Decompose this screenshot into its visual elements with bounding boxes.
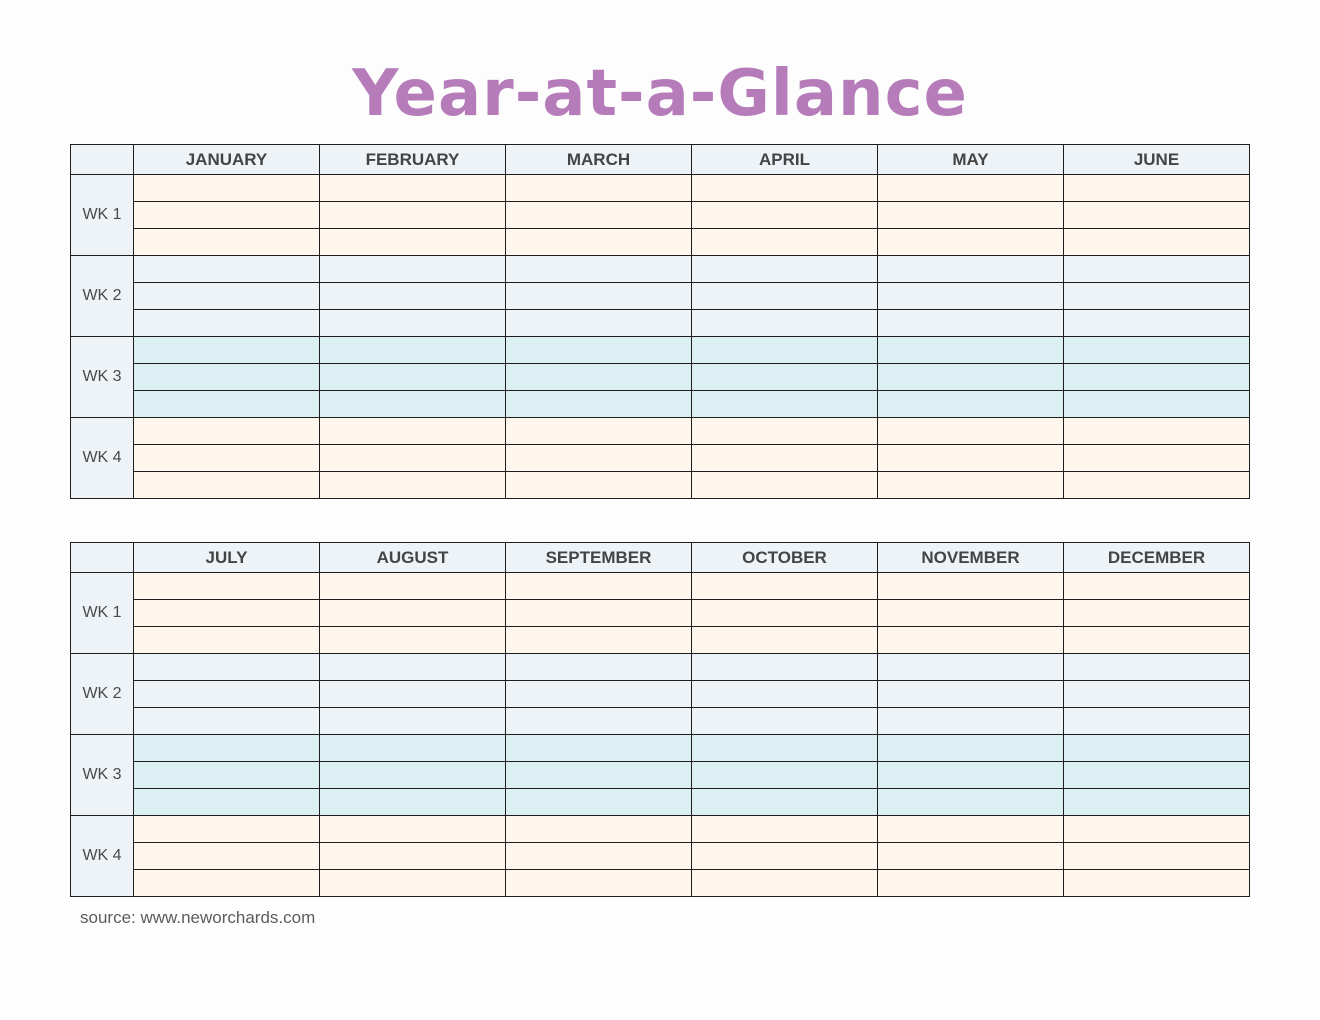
calendar-entry-cell[interactable] bbox=[320, 600, 506, 627]
calendar-entry-cell[interactable] bbox=[134, 870, 320, 897]
calendar-entry-cell[interactable] bbox=[692, 175, 878, 202]
calendar-entry-cell[interactable] bbox=[1064, 789, 1250, 816]
week-row bbox=[71, 202, 1250, 229]
calendar-entry-cell[interactable] bbox=[1064, 762, 1250, 789]
calendar-entry-cell[interactable] bbox=[134, 654, 320, 681]
calendar-entry-cell[interactable] bbox=[506, 256, 692, 283]
calendar-entry-cell[interactable] bbox=[320, 654, 506, 681]
week-row bbox=[71, 870, 1250, 897]
week-row bbox=[71, 256, 1250, 283]
calendar-entry-cell[interactable] bbox=[1064, 256, 1250, 283]
header-row bbox=[71, 543, 1250, 573]
calendar-entry-cell[interactable] bbox=[320, 573, 506, 600]
week-label: WK 2 bbox=[71, 654, 134, 735]
calendar-entry-cell[interactable] bbox=[692, 870, 878, 897]
calendar-entry-cell[interactable] bbox=[506, 202, 692, 229]
month-header: MAY bbox=[878, 145, 1064, 175]
calendar-entry-cell[interactable] bbox=[878, 735, 1064, 762]
calendar-entry-cell[interactable] bbox=[1064, 627, 1250, 654]
month-header: MARCH bbox=[506, 145, 692, 175]
calendar-entry-cell[interactable] bbox=[506, 472, 692, 499]
calendar-entry-cell[interactable] bbox=[320, 627, 506, 654]
calendar-entry-cell[interactable] bbox=[134, 202, 320, 229]
header-corner-cell bbox=[71, 543, 134, 573]
week-row bbox=[71, 600, 1250, 627]
calendar-entry-cell[interactable] bbox=[1064, 391, 1250, 418]
calendar-entry-cell[interactable] bbox=[506, 391, 692, 418]
week-row bbox=[71, 843, 1250, 870]
calendar-entry-cell[interactable] bbox=[134, 418, 320, 445]
calendar-entry-cell[interactable] bbox=[692, 789, 878, 816]
month-header: JUNE bbox=[1064, 145, 1250, 175]
calendar-entry-cell[interactable] bbox=[692, 816, 878, 843]
week-label: WK 2 bbox=[71, 256, 134, 337]
calendar-entry-cell[interactable] bbox=[134, 627, 320, 654]
calendar-entry-cell[interactable] bbox=[1064, 654, 1250, 681]
calendar-entry-cell[interactable] bbox=[320, 391, 506, 418]
calendar-entry-cell[interactable] bbox=[878, 627, 1064, 654]
week-row bbox=[71, 735, 1250, 762]
calendar-entry-cell[interactable] bbox=[878, 870, 1064, 897]
month-header: APRIL bbox=[692, 145, 878, 175]
calendar-entry-cell[interactable] bbox=[506, 816, 692, 843]
calendar-entry-cell[interactable] bbox=[692, 472, 878, 499]
week-row bbox=[71, 337, 1250, 364]
calendar-entry-cell[interactable] bbox=[692, 573, 878, 600]
calendar-entry-cell[interactable] bbox=[506, 681, 692, 708]
source-credit: source: www.neworchards.com bbox=[80, 908, 316, 927]
month-header: JULY bbox=[134, 543, 320, 573]
calendar-entry-cell[interactable] bbox=[320, 310, 506, 337]
calendar-entry-cell[interactable] bbox=[1064, 175, 1250, 202]
calendar-entry-cell[interactable] bbox=[134, 337, 320, 364]
calendar-entry-cell[interactable] bbox=[134, 789, 320, 816]
week-row bbox=[71, 762, 1250, 789]
calendar-entry-cell[interactable] bbox=[320, 418, 506, 445]
week-row bbox=[71, 364, 1250, 391]
calendar-entry-cell[interactable] bbox=[506, 364, 692, 391]
calendar-entry-cell[interactable] bbox=[878, 310, 1064, 337]
calendar-entry-cell[interactable] bbox=[1064, 364, 1250, 391]
calendar-entry-cell[interactable] bbox=[878, 418, 1064, 445]
week-row bbox=[71, 445, 1250, 472]
calendar-entry-cell[interactable] bbox=[692, 202, 878, 229]
week-row bbox=[71, 654, 1250, 681]
calendar-entry-cell[interactable] bbox=[134, 735, 320, 762]
calendar-entry-cell[interactable] bbox=[878, 202, 1064, 229]
calendar-entry-cell[interactable] bbox=[1064, 202, 1250, 229]
calendar-entry-cell[interactable] bbox=[134, 573, 320, 600]
calendar-entry-cell[interactable] bbox=[878, 175, 1064, 202]
calendar-table-second-half bbox=[70, 542, 1250, 897]
month-header: SEPTEMBER bbox=[506, 543, 692, 573]
calendar-entry-cell[interactable] bbox=[506, 789, 692, 816]
week-row bbox=[71, 681, 1250, 708]
calendar-entry-cell[interactable] bbox=[878, 229, 1064, 256]
calendar-entry-cell[interactable] bbox=[878, 573, 1064, 600]
calendar-entry-cell[interactable] bbox=[506, 708, 692, 735]
calendar-entry-cell[interactable] bbox=[692, 600, 878, 627]
calendar-entry-cell[interactable] bbox=[320, 202, 506, 229]
calendar-entry-cell[interactable] bbox=[506, 445, 692, 472]
month-header: AUGUST bbox=[320, 543, 506, 573]
week-row bbox=[71, 573, 1250, 600]
calendar-entry-cell[interactable] bbox=[878, 708, 1064, 735]
week-label: WK 1 bbox=[71, 175, 134, 256]
calendar-entry-cell[interactable] bbox=[878, 337, 1064, 364]
calendar-entry-cell[interactable] bbox=[320, 256, 506, 283]
calendar-entry-cell[interactable] bbox=[1064, 600, 1250, 627]
week-row bbox=[71, 627, 1250, 654]
calendar-entry-cell[interactable] bbox=[134, 310, 320, 337]
week-label: WK 4 bbox=[71, 418, 134, 499]
calendar-entry-cell[interactable] bbox=[1064, 445, 1250, 472]
calendar-entry-cell[interactable] bbox=[134, 816, 320, 843]
month-header: NOVEMBER bbox=[878, 543, 1064, 573]
week-label: WK 3 bbox=[71, 337, 134, 418]
calendar-entry-cell[interactable] bbox=[692, 843, 878, 870]
calendar-entry-cell[interactable] bbox=[692, 391, 878, 418]
week-row bbox=[71, 816, 1250, 843]
month-header: DECEMBER bbox=[1064, 543, 1250, 573]
calendar-entry-cell[interactable] bbox=[692, 283, 878, 310]
calendar-entry-cell[interactable] bbox=[320, 364, 506, 391]
calendar-entry-cell[interactable] bbox=[320, 229, 506, 256]
calendar-entry-cell[interactable] bbox=[134, 708, 320, 735]
calendar-entry-cell[interactable] bbox=[134, 364, 320, 391]
calendar-entry-cell[interactable] bbox=[878, 391, 1064, 418]
header-corner-cell bbox=[71, 145, 134, 175]
calendar-entry-cell[interactable] bbox=[878, 816, 1064, 843]
calendar-entry-cell[interactable] bbox=[506, 337, 692, 364]
calendar-entry-cell[interactable] bbox=[692, 762, 878, 789]
week-row bbox=[71, 789, 1250, 816]
calendar-entry-cell[interactable] bbox=[878, 283, 1064, 310]
calendar-entry-cell[interactable] bbox=[320, 337, 506, 364]
calendar-entry-cell[interactable] bbox=[1064, 843, 1250, 870]
calendar-entry-cell[interactable] bbox=[320, 816, 506, 843]
calendar-entry-cell[interactable] bbox=[1064, 816, 1250, 843]
calendar-entry-cell[interactable] bbox=[506, 310, 692, 337]
calendar-entry-cell[interactable] bbox=[506, 229, 692, 256]
week-label: WK 4 bbox=[71, 816, 134, 897]
calendar-entry-cell[interactable] bbox=[506, 600, 692, 627]
calendar-entry-cell[interactable] bbox=[692, 310, 878, 337]
week-row bbox=[71, 229, 1250, 256]
calendar-entry-cell[interactable] bbox=[320, 870, 506, 897]
calendar-entry-cell[interactable] bbox=[134, 762, 320, 789]
calendar-entry-cell[interactable] bbox=[692, 364, 878, 391]
calendar-entry-cell[interactable] bbox=[692, 337, 878, 364]
calendar-entry-cell[interactable] bbox=[878, 789, 1064, 816]
calendar-entry-cell[interactable] bbox=[692, 654, 878, 681]
calendar-entry-cell[interactable] bbox=[692, 418, 878, 445]
calendar-entry-cell[interactable] bbox=[692, 627, 878, 654]
week-label: WK 1 bbox=[71, 573, 134, 654]
calendar-entry-cell[interactable] bbox=[692, 445, 878, 472]
calendar-entry-cell[interactable] bbox=[506, 735, 692, 762]
calendar-entry-cell[interactable] bbox=[1064, 283, 1250, 310]
calendar-table-first-half bbox=[70, 144, 1250, 499]
calendar-entry-cell[interactable] bbox=[320, 843, 506, 870]
calendar-entry-cell[interactable] bbox=[506, 843, 692, 870]
calendar-entry-cell[interactable] bbox=[134, 445, 320, 472]
calendar-entry-cell[interactable] bbox=[506, 762, 692, 789]
calendar-entry-cell[interactable] bbox=[878, 843, 1064, 870]
calendar-entry-cell[interactable] bbox=[134, 391, 320, 418]
calendar-entry-cell[interactable] bbox=[1064, 229, 1250, 256]
month-header: JANUARY bbox=[134, 145, 320, 175]
page-title: Year-at-a-Glance bbox=[352, 57, 968, 131]
calendar-entry-cell[interactable] bbox=[878, 472, 1064, 499]
calendar-entry-cell[interactable] bbox=[506, 283, 692, 310]
calendar-entry-cell[interactable] bbox=[320, 681, 506, 708]
calendar-entry-cell[interactable] bbox=[878, 654, 1064, 681]
calendar-entry-cell[interactable] bbox=[1064, 337, 1250, 364]
calendar-entry-cell[interactable] bbox=[320, 762, 506, 789]
calendar-entry-cell[interactable] bbox=[506, 573, 692, 600]
calendar-entry-cell[interactable] bbox=[320, 283, 506, 310]
calendar-entry-cell[interactable] bbox=[134, 229, 320, 256]
week-label: WK 3 bbox=[71, 735, 134, 816]
calendar-entry-cell[interactable] bbox=[320, 735, 506, 762]
week-row bbox=[71, 283, 1250, 310]
week-row bbox=[71, 418, 1250, 445]
calendar-entry-cell[interactable] bbox=[134, 256, 320, 283]
week-row bbox=[71, 472, 1250, 499]
calendar-entry-cell[interactable] bbox=[1064, 310, 1250, 337]
calendar-entry-cell[interactable] bbox=[320, 472, 506, 499]
calendar-entry-cell[interactable] bbox=[320, 175, 506, 202]
calendar-entry-cell[interactable] bbox=[692, 708, 878, 735]
calendar-entry-cell[interactable] bbox=[692, 229, 878, 256]
calendar-entry-cell[interactable] bbox=[506, 654, 692, 681]
calendar-entry-cell[interactable] bbox=[692, 256, 878, 283]
calendar-entry-cell[interactable] bbox=[692, 735, 878, 762]
calendar-entry-cell[interactable] bbox=[1064, 708, 1250, 735]
calendar-entry-cell[interactable] bbox=[134, 472, 320, 499]
calendar-entry-cell[interactable] bbox=[506, 175, 692, 202]
calendar-entry-cell[interactable] bbox=[134, 283, 320, 310]
calendar-entry-cell[interactable] bbox=[1064, 472, 1250, 499]
calendar-entry-cell[interactable] bbox=[878, 600, 1064, 627]
calendar-entry-cell[interactable] bbox=[506, 627, 692, 654]
calendar-entry-cell[interactable] bbox=[1064, 418, 1250, 445]
calendar-entry-cell[interactable] bbox=[1064, 735, 1250, 762]
calendar-entry-cell[interactable] bbox=[1064, 681, 1250, 708]
calendar-entry-cell[interactable] bbox=[134, 175, 320, 202]
calendar-entry-cell[interactable] bbox=[878, 762, 1064, 789]
week-row bbox=[71, 391, 1250, 418]
calendar-entry-cell[interactable] bbox=[506, 418, 692, 445]
calendar-entry-cell[interactable] bbox=[134, 681, 320, 708]
week-row bbox=[71, 175, 1250, 202]
week-row bbox=[71, 708, 1250, 735]
calendar-entry-cell[interactable] bbox=[134, 600, 320, 627]
calendar-entry-cell[interactable] bbox=[878, 364, 1064, 391]
calendar-entry-cell[interactable] bbox=[878, 681, 1064, 708]
header-row bbox=[71, 145, 1250, 175]
calendar-entry-cell[interactable] bbox=[878, 256, 1064, 283]
month-header: FEBRUARY bbox=[320, 145, 506, 175]
calendar-entry-cell[interactable] bbox=[1064, 870, 1250, 897]
calendar-entry-cell[interactable] bbox=[134, 843, 320, 870]
calendar-entry-cell[interactable] bbox=[692, 681, 878, 708]
calendar-entry-cell[interactable] bbox=[320, 789, 506, 816]
month-header: OCTOBER bbox=[692, 543, 878, 573]
calendar-entry-cell[interactable] bbox=[320, 445, 506, 472]
calendar-entry-cell[interactable] bbox=[506, 870, 692, 897]
calendar-entry-cell[interactable] bbox=[1064, 573, 1250, 600]
calendar-entry-cell[interactable] bbox=[320, 708, 506, 735]
calendar-entry-cell[interactable] bbox=[878, 445, 1064, 472]
week-row bbox=[71, 310, 1250, 337]
